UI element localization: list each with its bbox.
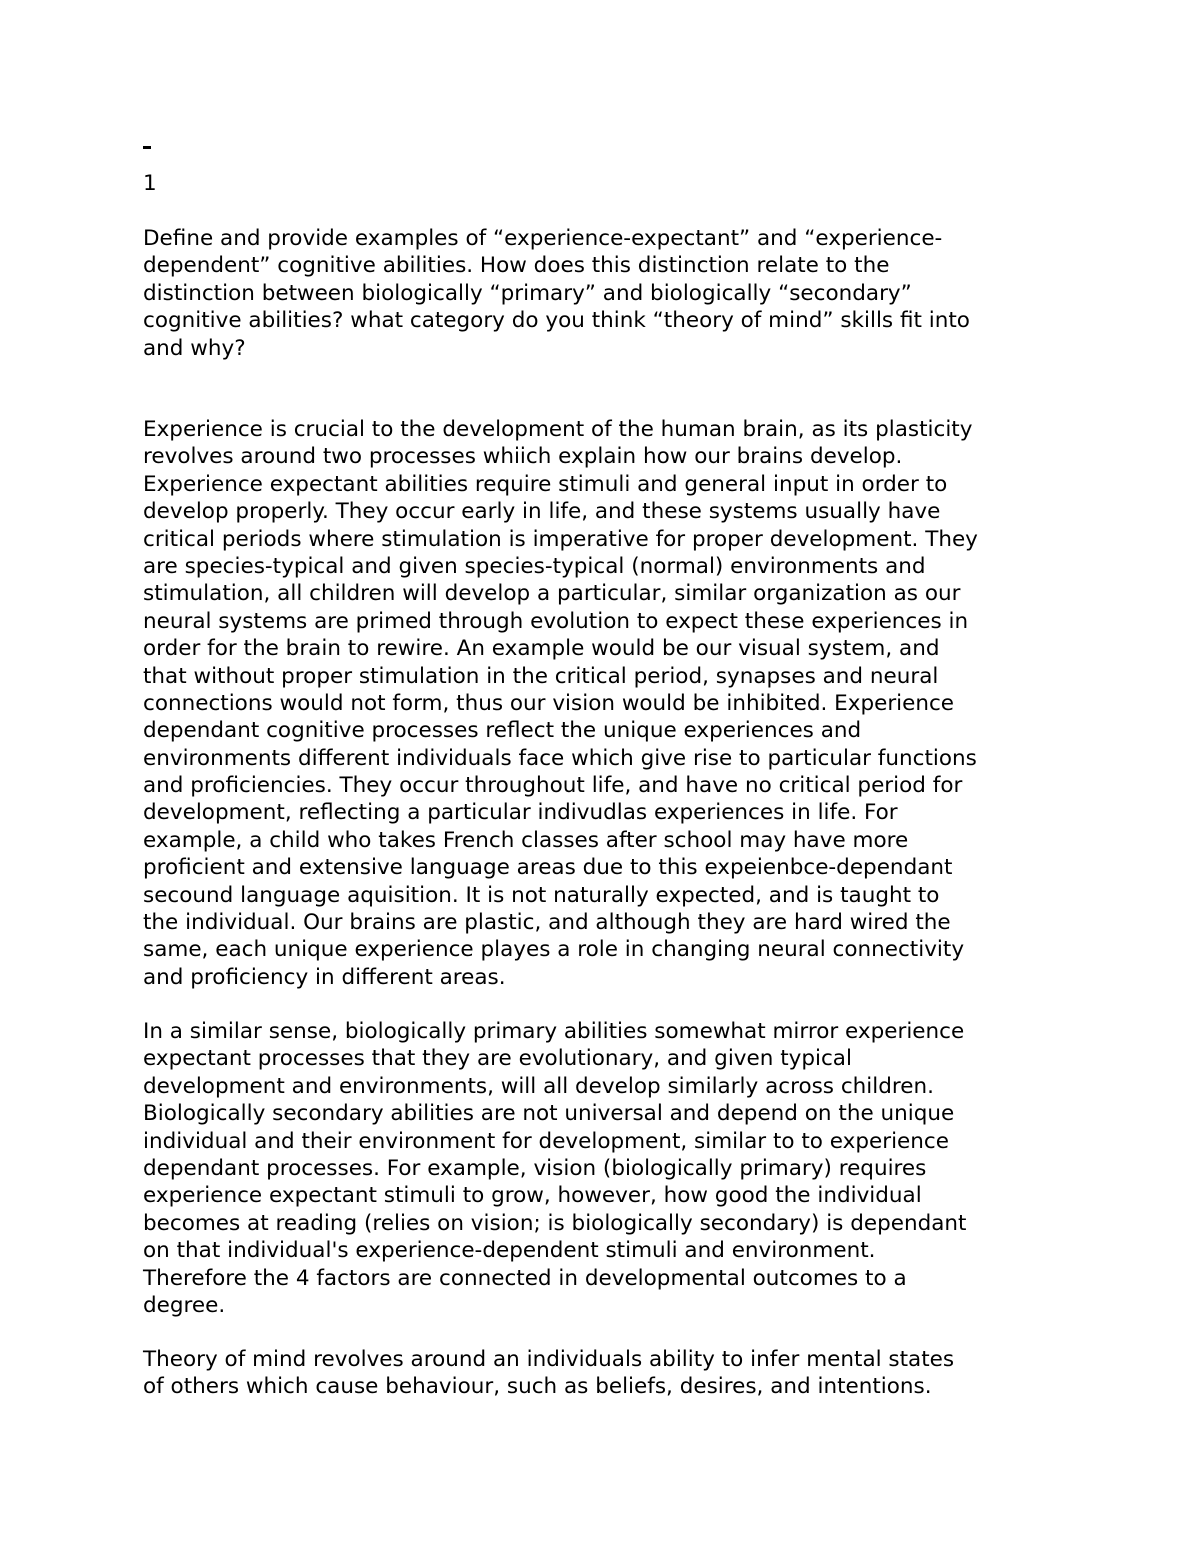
paragraph-line: revolves around two processes whiich explain how our brains develop. (143, 444, 903, 470)
paragraph-line: dependant processes. For example, vision (biologically primary) requires (143, 1155, 927, 1181)
paragraph-line: expectant processes that they are evolutionary, and given typical (143, 1046, 852, 1072)
paragraph-line: environments different individuals face which give rise to particular functions (143, 745, 977, 771)
paragraph-line: connections would not form, thus our vision would be inhibited. Experience (143, 690, 955, 716)
paragraph-line: same, each unique experience playes a role in changing neural connectivity (143, 937, 965, 963)
paragraph-line: Experience expectant abilities require stimuli and general input in order to (143, 471, 948, 497)
paragraph-line: are species-typical and given species-typical (normal) environments and (143, 553, 926, 579)
question-line: distinction between biologically “primary” and biologically “secondary” (143, 280, 912, 306)
paragraph-line: Experience is crucial to the development of the human brain, as its plasticity (143, 417, 973, 442)
paragraph-line: example, a child who takes French classes after school may have more (143, 827, 909, 853)
question-line: and why? (143, 335, 246, 361)
paragraph-line: develop properly. They occur early in life, and these systems usually have (143, 499, 941, 525)
answer-paragraph-1 (143, 416, 1063, 991)
paragraph-line: secound language aquisition. It is not naturally expected, and is taught to (143, 882, 940, 908)
paragraph-line: Theory of mind revolves around an individuals ability to infer mental states (143, 1347, 955, 1372)
paragraph-line: the individual. Our brains are plastic, and although they are hard wired the (143, 910, 951, 936)
question-line: Define and provide examples of “experience-expectant” and “experience- (143, 226, 943, 251)
paragraph-line: neural systems are primed through evolution to expect these experiences in (143, 608, 969, 634)
paragraph-line: Therefore the 4 factors are connected in developmental outcomes to a (143, 1265, 907, 1291)
paragraph-line: that without proper stimulation in the critical period, synapses and neural (143, 663, 939, 689)
paragraph-line: critical periods where stimulation is imperative for proper development. They (143, 526, 978, 552)
paragraph-line: stimulation, all children will develop a particular, similar organization as our (143, 581, 961, 607)
question-line: cognitive abilities? what category do you think “theory of mind” skills fit into (143, 308, 970, 334)
paragraph-line: of others which cause behaviour, such as beliefs, desires, and intentions. (143, 1374, 932, 1400)
paragraph-line: proficient and extensive language areas due to this expeienbce-dependant (143, 855, 953, 881)
answer-paragraph-2 (143, 1018, 1063, 1319)
answer-paragraph-3 (143, 1346, 1063, 1401)
paragraph-line: experience expectant stimuli to grow, however, how good the individual (143, 1183, 922, 1209)
paragraph-line: becomes at reading (relies on vision; is biologically secondary) is dependant (143, 1210, 967, 1236)
question-paragraph (143, 225, 1063, 362)
page-number: 1 (143, 171, 157, 196)
paragraph-line: degree. (143, 1292, 226, 1318)
paragraph-line: dependant cognitive processes reflect the unique experiences and (143, 718, 862, 744)
paragraph-line: and proficiencies. They occur throughout life, and have no critical period for (143, 773, 963, 799)
question-line: dependent” cognitive abilities. How does this distinction relate to the (143, 253, 890, 279)
paragraph-line: on that individual's experience-dependent stimuli and environment. (143, 1238, 876, 1264)
paragraph-line: and proficiency in different areas. (143, 964, 506, 990)
header-dash (143, 146, 151, 149)
paragraph-line: development, reflecting a particular indivudlas experiences in life. For (143, 800, 898, 826)
paragraph-line: Biologically secondary abilities are not universal and depend on the unique (143, 1101, 955, 1127)
paragraph-line: development and environments, will all develop similarly across children. (143, 1073, 934, 1099)
paragraph-line: In a similar sense, biologically primary abilities somewhat mirror experience (143, 1019, 965, 1044)
paragraph-line: individual and their environment for development, similar to to experience (143, 1128, 949, 1154)
paragraph-line: order for the brain to rewire. An example would be our visual system, and (143, 636, 940, 662)
